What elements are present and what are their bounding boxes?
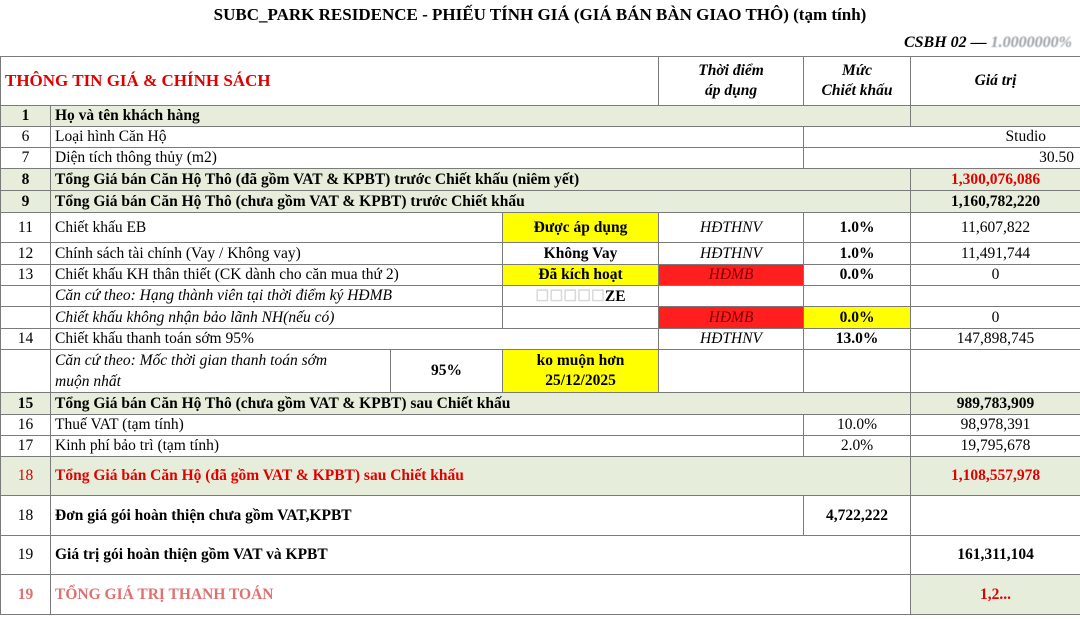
table-row: 19 TỔNG GIÁ TRỊ THANH TOÁN 1,2... bbox=[1, 575, 1080, 615]
table-row: 19 Giá trị gói hoàn thiện gồm VAT và KPBT 161,311,104 bbox=[1, 536, 1080, 575]
row-label: Họ và tên khách hàng bbox=[51, 106, 911, 127]
policy-code-obscured: 1.0000000% bbox=[990, 34, 1072, 51]
table-row: 15 Tổng Giá bán Căn Hộ Thô (chưa gồm VAT & KPBT) sau Chiết khấu 989,783,909 bbox=[1, 393, 1080, 415]
status-cell: Được áp dụng bbox=[503, 213, 659, 243]
section-title: THÔNG TIN GIÁ & CHÍNH SÁCH bbox=[1, 57, 659, 106]
row-value: Studio bbox=[804, 127, 1080, 148]
table-header bbox=[1, 57, 1080, 106]
grand-total-value: 1,2... bbox=[911, 575, 1080, 615]
table-row: 14 Chiết khấu thanh toán sớm 95% HĐTHNV 13.0% 147,898,745 bbox=[1, 329, 1080, 350]
table-row: 11 Chiết khấu EB Được áp dụng HĐTHNV 1.0% 11,607,822 bbox=[1, 213, 1080, 243]
row-value: 1,160,782,220 bbox=[911, 191, 1080, 213]
table-row: Căn cứ theo: Mốc thời gian thanh toán sớm muộn nhất 95% ko muộn hơn 25/12/2025 bbox=[1, 350, 1080, 393]
sheet-title: SUBC_PARK RESIDENCE - PHIẾU TÍNH GIÁ (GIÁ BÁN BÀN GIAO THÔ) (tạm tính) bbox=[213, 5, 867, 24]
table-row: 7 Diện tích thông thủy (m2) 30.50 bbox=[1, 148, 1080, 169]
status-cell: Đã kích hoạt bbox=[503, 265, 659, 286]
deadline-cell: ko muộn hơn 25/12/2025 bbox=[503, 350, 659, 393]
table-row: 8 Tổng Giá bán Căn Hộ Thô (đã gồm VAT & KPBT) trước Chiết khấu (niêm yết) 1,300,076,086 bbox=[1, 169, 1080, 191]
table-row: Chiết khấu không nhận bảo lãnh NH(nếu có) HĐMB 0.0% 0 bbox=[1, 307, 1080, 329]
status-cell: Không Vay bbox=[503, 243, 659, 265]
table-row: 12 Chính sách tài chính (Vay / Không vay) Không Vay HĐTHNV 1.0% 11,491,744 bbox=[1, 243, 1080, 265]
table-row: 6 Loại hình Căn Hộ Studio bbox=[1, 127, 1080, 148]
table-row: 18 Tổng Giá bán Căn Hộ (đã gồm VAT & KPBT) sau Chiết khấu 1,108,557,978 bbox=[1, 457, 1080, 496]
table-row: 17 Kinh phí bảo trì (tạm tính) 2.0% 19,795,678 bbox=[1, 436, 1080, 457]
price-table bbox=[0, 56, 1080, 615]
table-row: 9 Tổng Giá bán Căn Hộ Thô (chưa gồm VAT & KPBT) trước Chiết khấu 1,160,782,220 bbox=[1, 191, 1080, 213]
policy-code-label: CSBH 02 — bbox=[903, 34, 987, 51]
row-value: 30.50 bbox=[804, 148, 1080, 169]
col-value-header: Giá trị bbox=[911, 57, 1080, 106]
table-row: 13 Chiết khấu KH thân thiết (CK dành cho căn mua thứ 2) Đã kích hoạt HĐMB 0.0% 0 bbox=[1, 265, 1080, 286]
grand-total-label: TỔNG GIÁ TRỊ THANH TOÁN bbox=[51, 575, 911, 615]
table-row: 18 Đơn giá gói hoàn thiện chưa gồm VAT,KPBT 4,722,222 bbox=[1, 496, 1080, 536]
table-row: 16 Thuế VAT (tạm tính) 10.0% 98,978,391 bbox=[1, 415, 1080, 436]
col-rate-header: Mức Chiết khấu bbox=[804, 57, 911, 106]
table-row: 1 Họ và tên khách hàng bbox=[1, 106, 1080, 127]
policy-code bbox=[904, 30, 1072, 56]
table-row: Căn cứ theo: Hạng thành viên tại thời điểm ký HĐMB ☐☐☐☐☐ZE bbox=[1, 286, 1080, 307]
col-time-header: Thời điểm áp dụng bbox=[659, 57, 804, 106]
row-value: 1,300,076,086 bbox=[911, 169, 1080, 191]
